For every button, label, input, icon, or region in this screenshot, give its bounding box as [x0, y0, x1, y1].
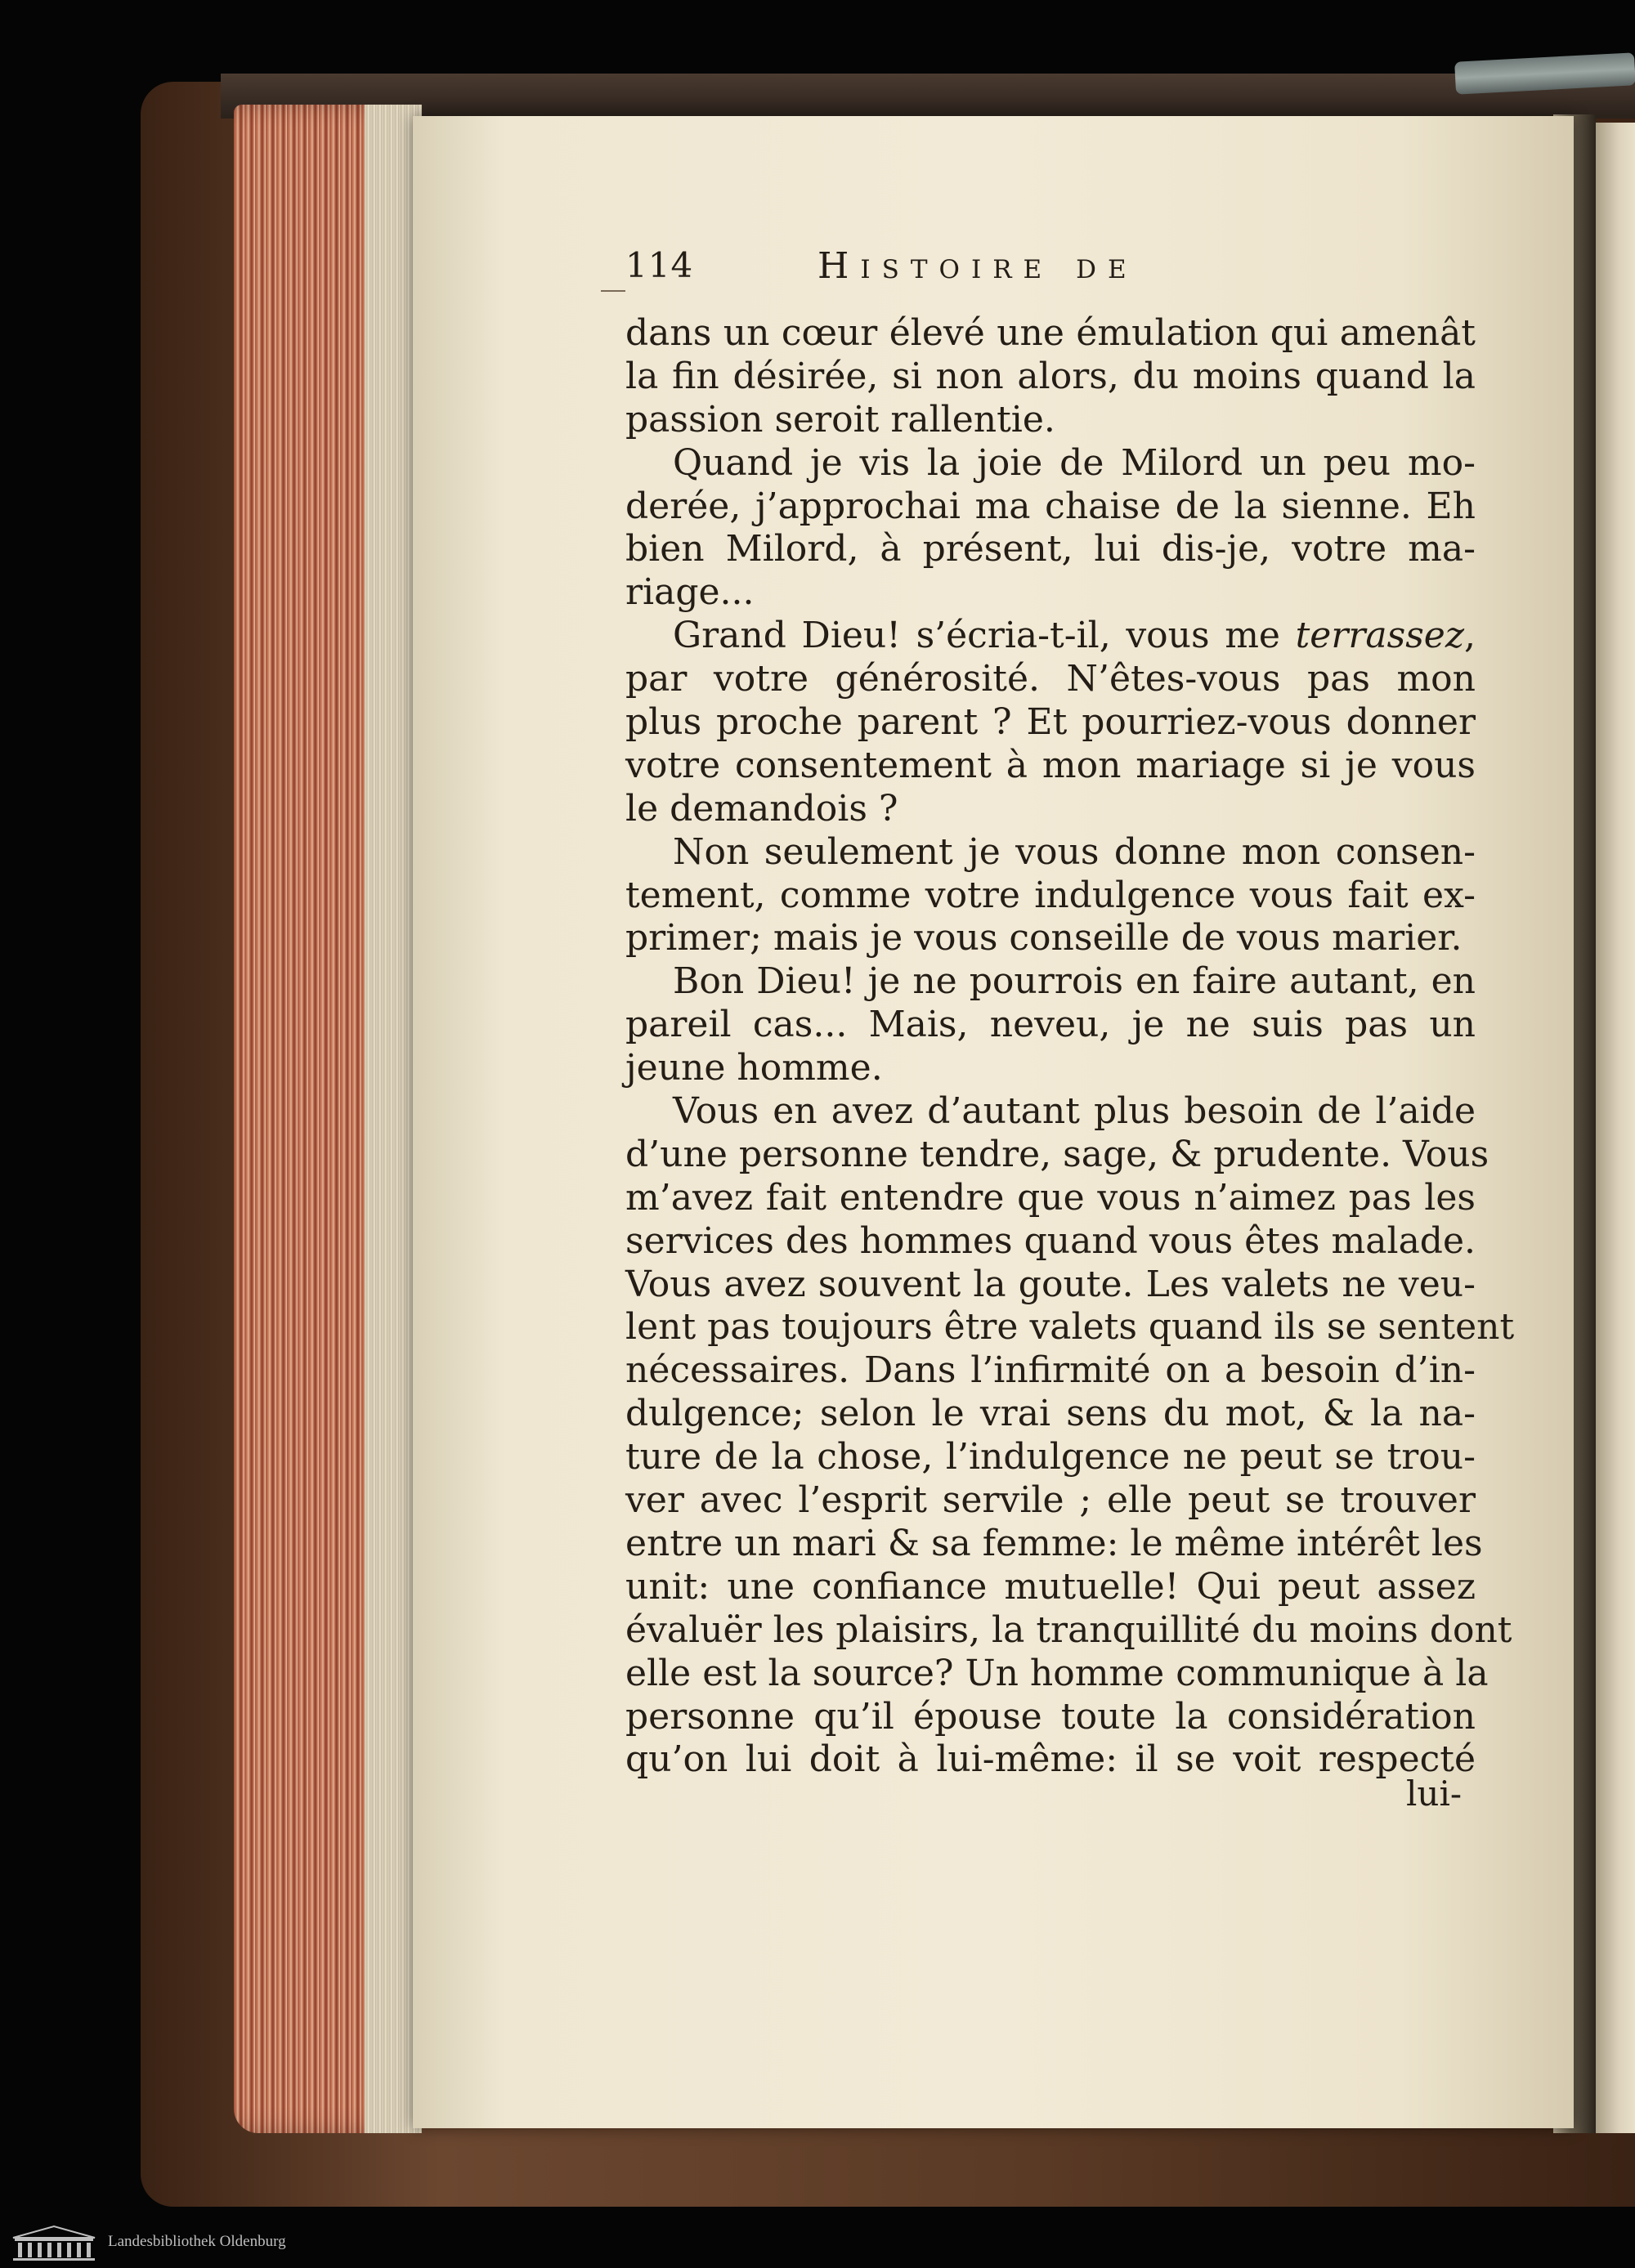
running-head: [625, 245, 1476, 294]
text-line: nécessaires. Dans l’infirmité on a besoin d’in-: [625, 1349, 1476, 1392]
text-line: Grand Dieu! s’écria-t-il, vous me terrassez,: [673, 615, 1476, 657]
text-line: pareil cas... Mais, neveu, je ne suis pas un: [625, 1004, 1476, 1046]
text-line: m’avez fait entendre que vous n’aimez pas les: [625, 1176, 1476, 1219]
text-line: jeune homme.: [625, 1047, 883, 1089]
text-line: passion seroit rallentie.: [625, 398, 1055, 441]
text-line: derée, j’approchai ma chaise de la sienne. Eh: [625, 485, 1476, 527]
text-line: plus proche parent ? Et pourriez-vous donner: [625, 701, 1476, 744]
page-number: 114: [625, 245, 694, 285]
text-line: le demandois ?: [625, 787, 898, 830]
text-line: évaluër les plaisirs, la tranquillité du moins dont: [625, 1608, 1512, 1651]
text-line: dans un cœur élevé une émulation qui amenât: [625, 312, 1476, 354]
text-line: services des hommes quand vous êtes malade.: [625, 1219, 1476, 1262]
text-line: ver avec l’esprit servile ; elle peut se trouver: [625, 1479, 1476, 1522]
text-line: Vous avez souvent la goute. Les valets ne veu-: [625, 1263, 1476, 1305]
text-line: par votre générosité. N’êtes-vous pas mon: [625, 658, 1476, 700]
text-line: qu’on lui doit à lui-même: il se voit respecté: [625, 1738, 1476, 1781]
text-line: tement, comme votre indulgence vous fait ex-: [625, 874, 1476, 916]
head-rule: [601, 290, 625, 292]
book-top-edge: [221, 74, 1635, 119]
text-line: elle est la source? Un homme communique à la: [625, 1652, 1489, 1694]
text-line: entre un mari & sa femme: le même intérêt les: [625, 1522, 1483, 1564]
library-footer: [0, 2220, 1635, 2268]
facing-page: [1596, 123, 1635, 2133]
page-edges: [234, 105, 422, 2133]
text-line: ture de la chose, l’indulgence ne peut se trou-: [625, 1436, 1476, 1478]
text-line: Quand je vis la joie de Milord un peu mo-: [673, 441, 1476, 484]
text-line: d’une personne tendre, sage, & prudente. Vous: [625, 1133, 1489, 1175]
text-line: bien Milord, à présent, lui dis-je, votre ma-: [625, 528, 1476, 570]
text-line: Bon Dieu! je ne pourrois en faire autant, en: [673, 960, 1476, 1003]
text-line: votre consentement à mon mariage si je vous: [625, 744, 1476, 786]
text-line: riage...: [625, 571, 755, 614]
catchword: lui-: [1406, 1774, 1463, 1814]
text-line: personne qu’il épouse toute la considération: [625, 1695, 1476, 1738]
running-title: Histoire de: [818, 245, 1138, 287]
text-line: Non seulement je vous donne mon consen-: [673, 830, 1476, 873]
library-building-icon: [10, 2225, 98, 2262]
text-line: la fin désirée, si non alors, du moins quand la: [625, 355, 1476, 397]
text-line: primer; mais je vous conseille de vous marier.: [625, 917, 1463, 960]
text-line: dulgence; selon le vrai sens du mot, & la na-: [625, 1393, 1476, 1435]
text-line: unit: une confiance mutuelle! Qui peut assez: [625, 1565, 1476, 1608]
library-name: Landesbibliothek Oldenburg: [108, 2233, 286, 2250]
body-text: [625, 312, 1515, 1782]
text-line: Vous en avez d’autant plus besoin de l’aide: [673, 1090, 1476, 1133]
text-line: lent pas toujours être valets quand ils se sentent: [625, 1306, 1515, 1349]
